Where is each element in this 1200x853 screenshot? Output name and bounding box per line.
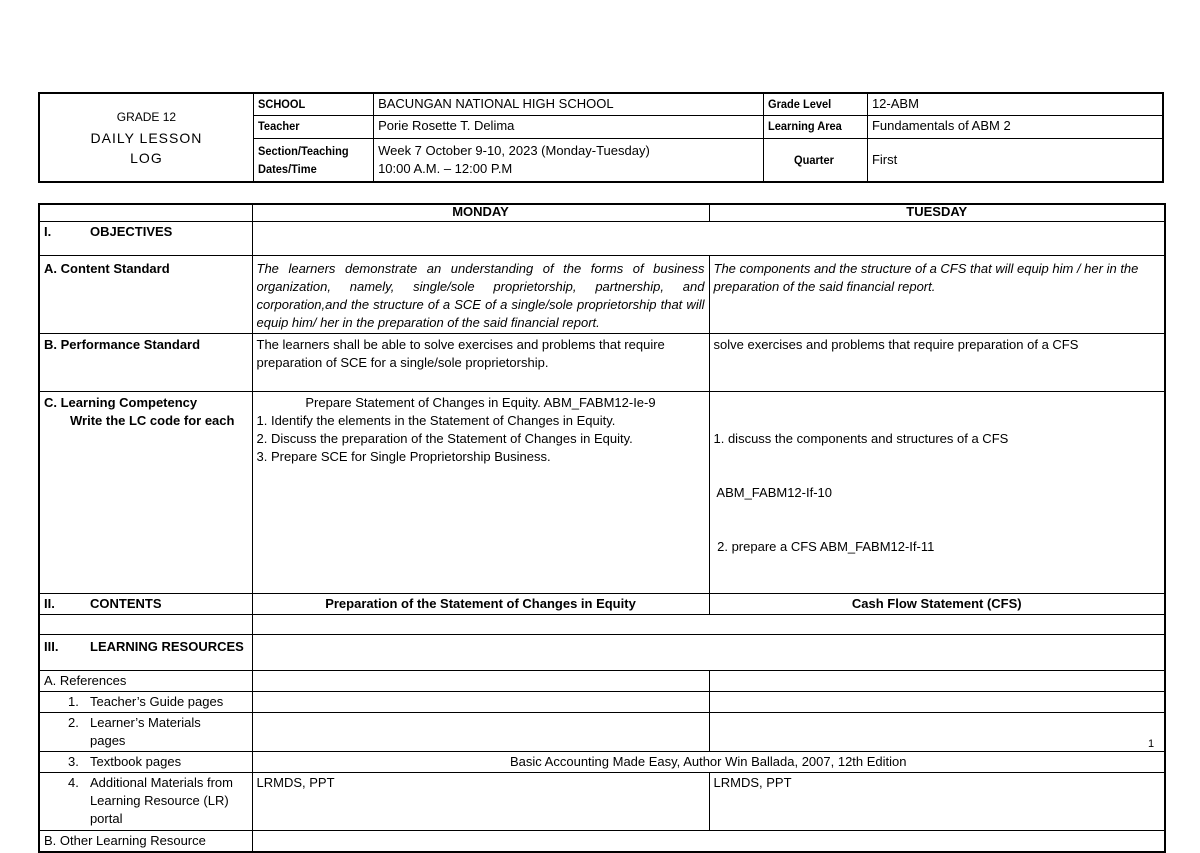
- textbook-pages-value: Basic Accounting Made Easy, Author Win Ballada, 2007, 12th Edition: [252, 751, 1165, 772]
- performance-standard-label: B. Performance Standard: [39, 333, 252, 391]
- day-header-monday: MONDAY: [252, 204, 709, 221]
- title-line-2: LOG: [130, 149, 163, 166]
- ref-item-4: 4. Additional Materials from Learning Resource (LR) portal: [39, 772, 252, 830]
- content-standard-tuesday: The components and the structure of a CFS that will equip him / her in the preparation of the said financial report.: [709, 255, 1165, 333]
- grade-level-value: 12-ABM: [867, 93, 1163, 116]
- objectives-heading: I. OBJECTIVES: [39, 221, 252, 255]
- learning-competency-label: C. Learning Competency Write the LC code for each: [39, 391, 252, 593]
- performance-standard-tuesday: solve exercises and problems that require preparation of a CFS: [709, 333, 1165, 391]
- section-label: Section/Teaching Dates/Time: [253, 138, 373, 182]
- content-standard-monday: The learners demonstrate an understanding of the forms of business organization, namely, single/sole proprietorship, partnership, and corporation,and the structure of a SCE of a single/sole proprietorship that will equip him/ her in the preparation of the said financial report.: [252, 255, 709, 333]
- learning-competency-tuesday: 1. discuss the components and structures of a CFS ABM_FABM12-If-10 2. prepare a CFS ABM_FABM12-If-11: [709, 391, 1165, 593]
- additional-materials-tuesday: LRMDS, PPT: [709, 772, 1165, 830]
- grade-text: GRADE 12: [116, 109, 177, 124]
- quarter-value: First: [867, 138, 1163, 182]
- learning-resources-heading: III. LEARNING RESOURCES: [39, 634, 252, 670]
- lesson-table: [38, 203, 1166, 853]
- contents-tuesday: Cash Flow Statement (CFS): [709, 593, 1165, 614]
- section-value: Week 7 October 9-10, 2023 (Monday-Tuesday) 10:00 A.M. – 12:00 P.M: [374, 138, 764, 182]
- teacher-label: Teacher: [253, 116, 373, 139]
- grade-level-label: Grade Level: [763, 93, 867, 116]
- learning-area-value: Fundamentals of ABM 2: [867, 116, 1163, 139]
- teacher-value: Porie Rosette T. Delima: [374, 116, 764, 139]
- learning-competency-monday: Prepare Statement of Changes in Equity. ABM_FABM12-Ie-9 1. Identify the elements in the Statement of Changes in Equity. 2. Discuss the preparation of the Statement of Changes in Equity. 3. Prepare SCE for Single Proprietorship Business.: [252, 391, 709, 593]
- contents-heading: II. CONTENTS: [39, 593, 252, 614]
- ref-item-1: 1. Teacher’s Guide pages: [39, 691, 252, 712]
- quarter-label: Quarter: [763, 138, 867, 182]
- school-value: BACUNGAN NATIONAL HIGH SCHOOL: [374, 93, 764, 116]
- header-table: [38, 92, 1164, 183]
- additional-materials-monday: LRMDS, PPT: [252, 772, 709, 830]
- lesson-log-title: [39, 93, 253, 182]
- ref-item-2: 2. Learner’s Materials pages: [39, 712, 252, 751]
- learning-area-label: Learning Area: [763, 116, 867, 139]
- title-line-1: DAILY LESSON: [90, 129, 203, 146]
- references-label: A. References: [39, 670, 252, 691]
- contents-monday: Preparation of the Statement of Changes in Equity: [252, 593, 709, 614]
- performance-standard-monday: The learners shall be able to solve exercises and problems that require preparation of SCE for a single/sole proprietorship.: [252, 333, 709, 391]
- day-header-tuesday: TUESDAY: [709, 204, 1165, 221]
- objectives-empty-cell: [252, 221, 1165, 255]
- ref-item-3: 3. Textbook pages: [39, 751, 252, 772]
- content-standard-label: A. Content Standard: [39, 255, 252, 333]
- page-number: 1: [1148, 738, 1155, 750]
- other-learning-resource-label: B. Other Learning Resource: [39, 830, 252, 852]
- school-label: SCHOOL: [253, 93, 373, 116]
